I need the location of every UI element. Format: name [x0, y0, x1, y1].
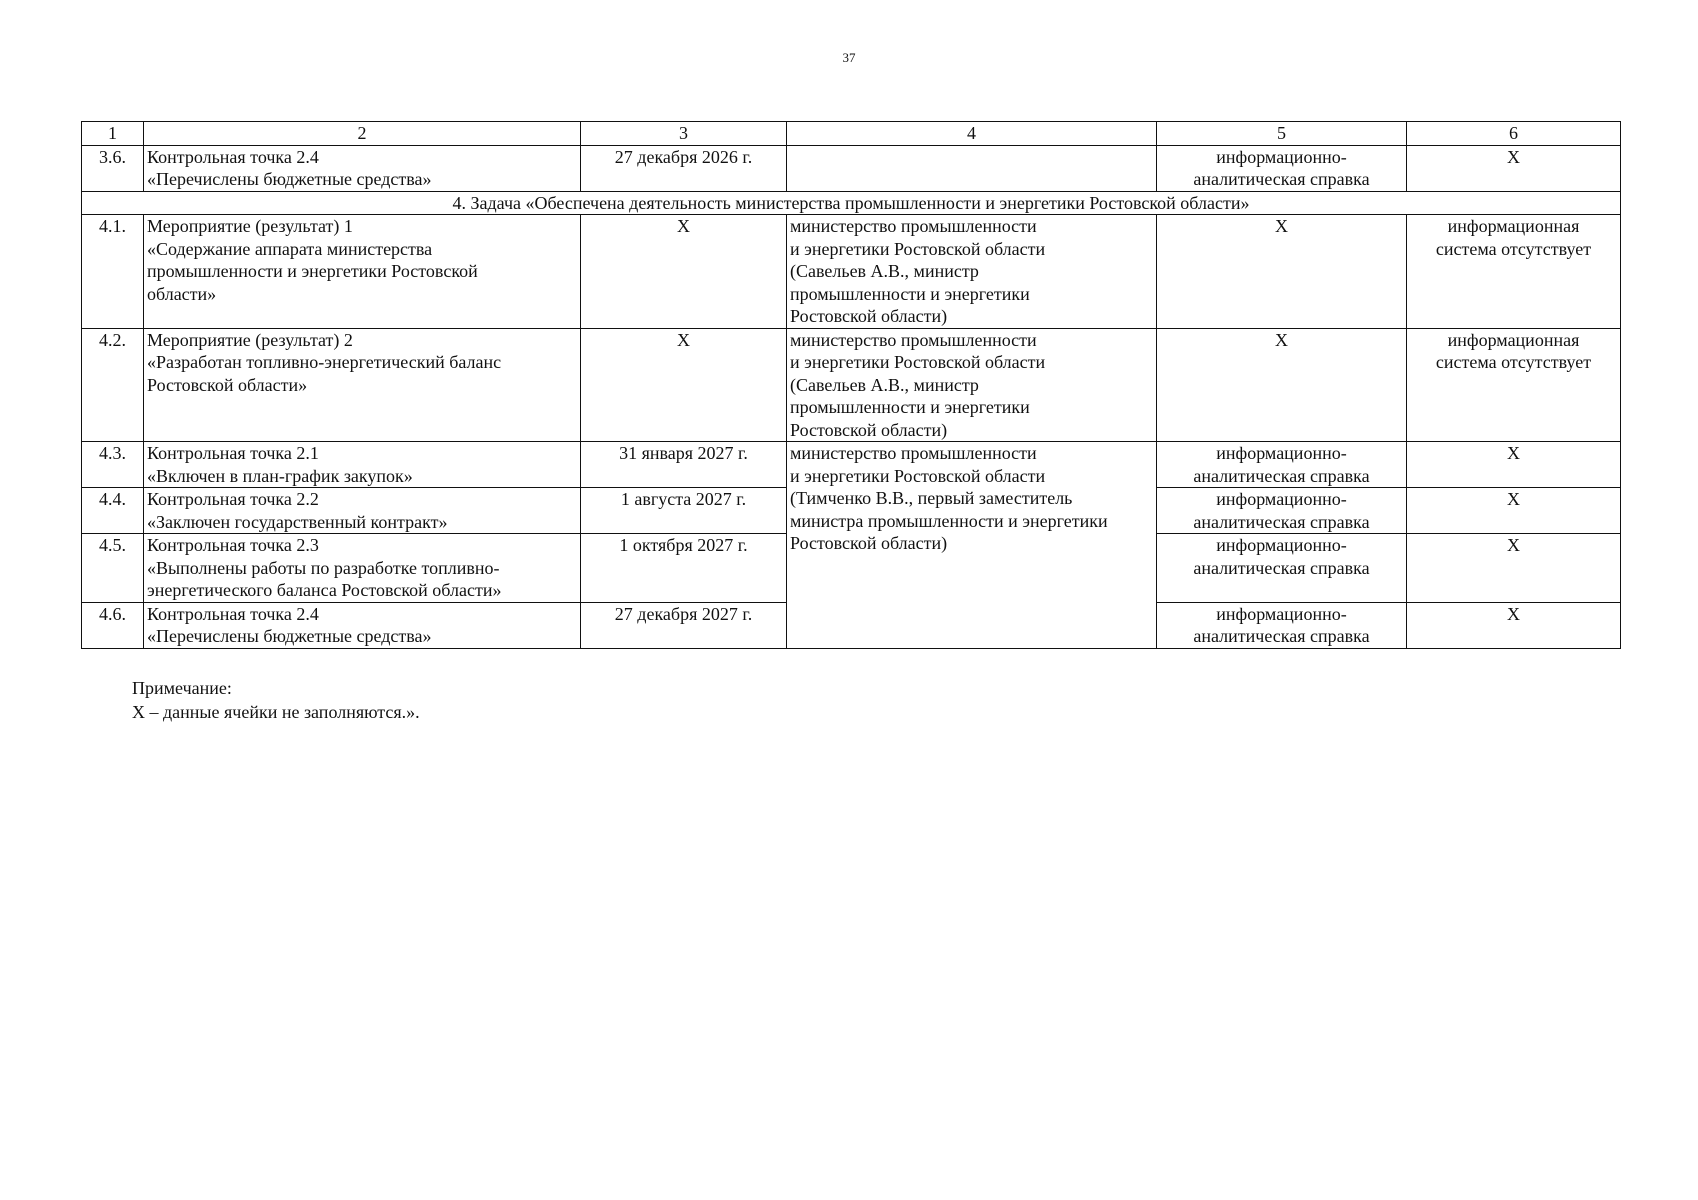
table-header-row — [82, 122, 1621, 146]
item-name: Контрольная точка 2.4 «Перечислены бюджетные средства» — [144, 602, 581, 648]
item-name: Контрольная точка 2.2 «Заключен государственный контракт» — [144, 488, 581, 534]
note-block — [132, 676, 420, 724]
header-cell: 6 — [1407, 122, 1621, 146]
table-row — [82, 145, 1621, 191]
item-date: 1 августа 2027 г. — [581, 488, 787, 534]
note-text: Х – данные ячейки не заполняются.». — [132, 702, 420, 722]
header-cell: 4 — [787, 122, 1157, 146]
item-responsible: министерство промышленности и энергетики Ростовской области (Савельев А.В., министр промышленности и энергетики Ростовской области) — [787, 328, 1157, 442]
item-system: Х — [1407, 488, 1621, 534]
item-responsible-merged: министерство промышленности и энергетики Ростовской области (Тимченко В.В., первый заместитель министра промышленности и энергетики Ростовской области) — [787, 442, 1157, 649]
table-row — [82, 442, 1621, 488]
section-row — [82, 191, 1621, 215]
item-document: информационно- аналитическая справка — [1157, 602, 1407, 648]
row-number: 3.6. — [82, 145, 144, 191]
row-number: 4.5. — [82, 534, 144, 603]
item-system: Х — [1407, 145, 1621, 191]
item-date: Х — [581, 215, 787, 329]
plan-table — [81, 121, 1621, 649]
section-title: 4. Задача «Обеспечена деятельность министерства промышленности и энергетики Ростовской области» — [82, 191, 1621, 215]
item-date: 27 декабря 2026 г. — [581, 145, 787, 191]
item-system: Х — [1407, 602, 1621, 648]
item-document: Х — [1157, 328, 1407, 442]
item-name: Контрольная точка 2.3 «Выполнены работы по разработке топливно- энергетического баланса Ростовской области» — [144, 534, 581, 603]
item-document: информационно- аналитическая справка — [1157, 145, 1407, 191]
row-number: 4.3. — [82, 442, 144, 488]
header-cell: 5 — [1157, 122, 1407, 146]
item-date: 1 октября 2027 г. — [581, 534, 787, 603]
header-cell: 1 — [82, 122, 144, 146]
item-document: информационно- аналитическая справка — [1157, 488, 1407, 534]
item-system: информационная система отсутствует — [1407, 328, 1621, 442]
item-name: Мероприятие (результат) 2 «Разработан топливно-энергетический баланс Ростовской области» — [144, 328, 581, 442]
item-date: 31 января 2027 г. — [581, 442, 787, 488]
row-number: 4.2. — [82, 328, 144, 442]
item-document: информационно- аналитическая справка — [1157, 534, 1407, 603]
item-responsible — [787, 145, 1157, 191]
table-row — [82, 328, 1621, 442]
row-number: 4.6. — [82, 602, 144, 648]
item-system: информационная система отсутствует — [1407, 215, 1621, 329]
item-responsible: министерство промышленности и энергетики Ростовской области (Савельев А.В., министр промышленности и энергетики Ростовской области) — [787, 215, 1157, 329]
item-system: Х — [1407, 442, 1621, 488]
row-number: 4.1. — [82, 215, 144, 329]
item-date: 27 декабря 2027 г. — [581, 602, 787, 648]
item-name: Мероприятие (результат) 1 «Содержание аппарата министерства промышленности и энергетики Ростовской области» — [144, 215, 581, 329]
row-number: 4.4. — [82, 488, 144, 534]
note-title: Примечание: — [132, 678, 232, 698]
item-name: Контрольная точка 2.1 «Включен в план-график закупок» — [144, 442, 581, 488]
item-document: Х — [1157, 215, 1407, 329]
item-name: Контрольная точка 2.4 «Перечислены бюджетные средства» — [144, 145, 581, 191]
item-document: информационно- аналитическая справка — [1157, 442, 1407, 488]
item-system: Х — [1407, 534, 1621, 603]
table-row — [82, 215, 1621, 329]
header-cell: 2 — [144, 122, 581, 146]
page-number: 37 — [842, 50, 856, 65]
header-cell: 3 — [581, 122, 787, 146]
item-date: Х — [581, 328, 787, 442]
